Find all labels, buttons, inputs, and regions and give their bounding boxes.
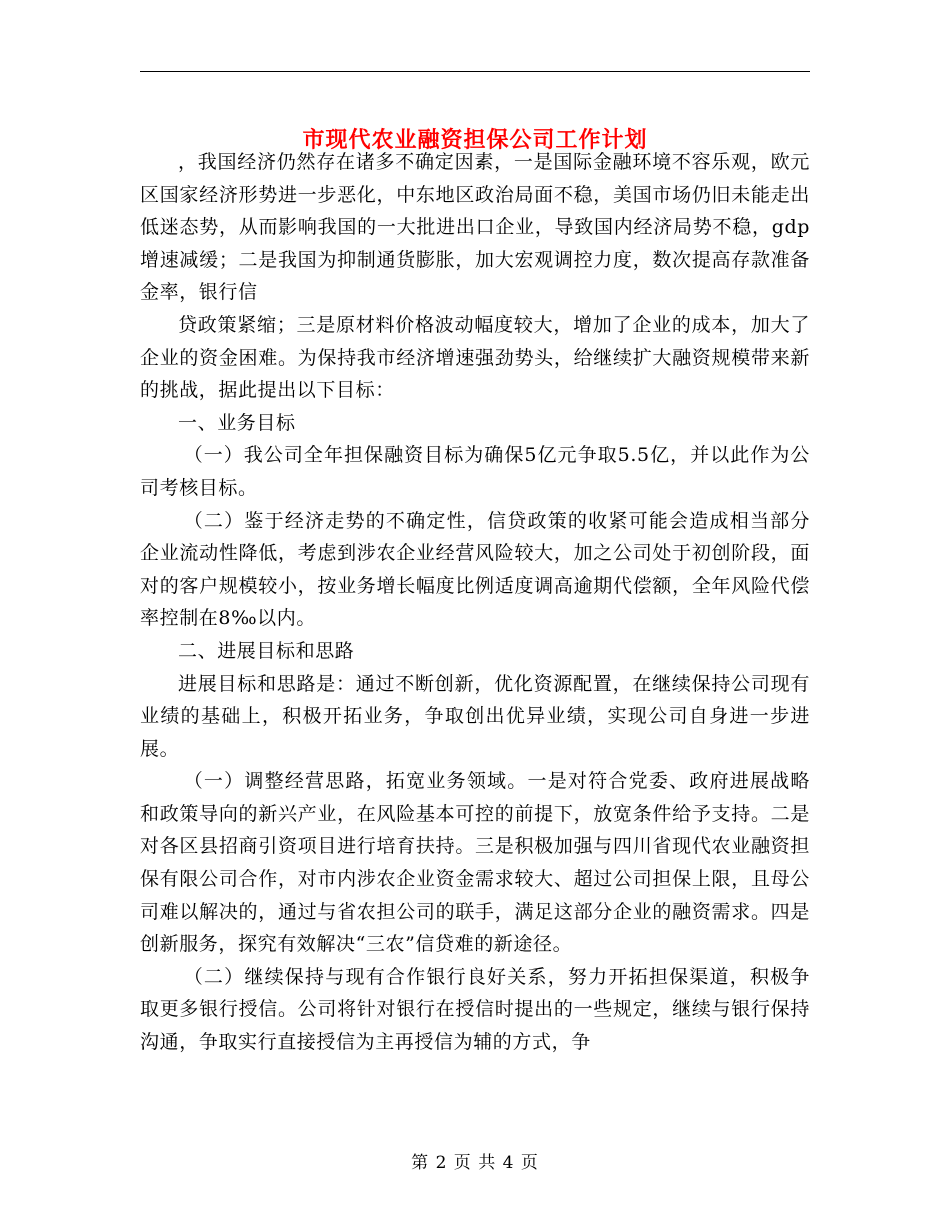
section-heading-business-goals: 一、业务目标	[178, 411, 296, 434]
paragraph-strategy-2: （二）继续保持与现有合作银行良好关系，努力开拓担保渠道，积极争取更多银行授信。公司将针对银行在授信时提出的一些规定，继续与银行保持沟通，争取实行直接授信为主再授信为辅的方式，争	[140, 965, 810, 1054]
paragraph-goal-1: （一）我公司全年担保融资目标为确保5亿元争取5.5亿，并以此作为公司考核目标。	[140, 444, 810, 499]
document-body	[140, 146, 810, 1059]
document-title: 市现代农业融资担保公司工作计划	[302, 126, 648, 153]
paragraph-credit-policy: 贷政策紧缩；三是原材料价格波动幅度较大，增加了企业的成本，加大了企业的资金困难。为保持我市经济增速强劲势头，给继续扩大融资规模带来新的挑战，据此提出以下目标：	[140, 313, 810, 402]
section-heading-development: 二、进展目标和思路	[178, 639, 355, 662]
paragraph-strategy-1: （一）调整经营思路，拓宽业务领域。一是对符合党委、政府进展战略和政策导向的新兴产业，在风险基本可控的前提下，放宽条件给予支持。二是对各区县招商引资项目进行培育扶持。三是积极加强与四川省现代农业融资担保有限公司合作，对市内涉农企业资金需求较大、超过公司担保上限，且母公司难以解决的，通过与省农担公司的联手，满足这部分企业的融资需求。四是创新服务，探究有效解决“三农”信贷难的新途径。	[140, 770, 810, 956]
paragraph-economic-outlook: ，我国经济仍然存在诸多不确定因素，一是国际金融环境不容乐观，欧元区国家经济形势进一步恶化，中东地区政治局面不稳，美国市场仍旧未能走出低迷态势，从而影响我国的一大批进出口企业，导致国内经济局势不稳，gdp增速减缓；二是我国为抑制通货膨胀，加大宏观调控力度，数次提高存款准备金率，银行信	[140, 151, 810, 304]
page-number-footer: 第 2 页 共 4 页	[411, 1153, 539, 1173]
header-rule	[140, 71, 810, 72]
paragraph-development-summary: 进展目标和思路是：通过不断创新，优化资源配置，在继续保持公司现有业绩的基础上，积极开拓业务，争取创出优异业绩，实现公司自身进一步进展。	[140, 672, 810, 760]
paragraph-goal-2: （二）鉴于经济走势的不确定性，信贷政策的收紧可能会造成相当部分企业流动性降低，考虑到涉农企业经营风险较大，加之公司处于初创阶段，面对的客户规模较小，按业务增长幅度比例适度调高逾期代偿额，全年风险代偿率控制在8‰以内。	[140, 509, 810, 630]
